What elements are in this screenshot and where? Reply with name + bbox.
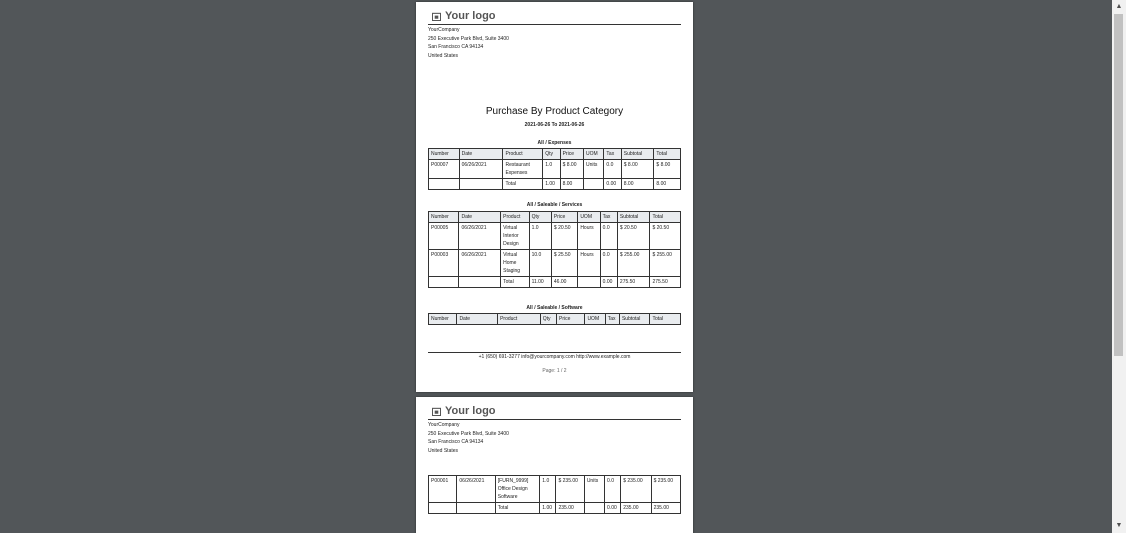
- cell-date: [459, 277, 501, 288]
- col-header: Date: [459, 212, 501, 223]
- cell-number: [429, 277, 459, 288]
- col-header: Tax: [604, 149, 621, 160]
- company-name: YourCompany: [428, 422, 460, 428]
- cell-price: 235.00: [556, 503, 584, 514]
- footer-contact: +1 (650) 691-3277 info@yourcompany.com http://www.example.com: [478, 354, 631, 360]
- cell-number: P00003: [429, 250, 459, 277]
- cell-qty: 1.0: [543, 160, 560, 179]
- header-divider: [428, 419, 681, 420]
- table-row: [429, 223, 681, 250]
- cell-uom: [584, 179, 604, 190]
- col-header: Number: [429, 314, 457, 325]
- scroll-down-arrow-icon[interactable]: ▼: [1115, 522, 1123, 529]
- cell-date: 06/26/2021: [459, 160, 503, 179]
- cell-date: [457, 503, 495, 514]
- col-header: Price: [557, 314, 585, 325]
- col-header: Tax: [605, 314, 619, 325]
- cell-product: Virtual Interior Design: [501, 223, 529, 250]
- col-header: Subtotal: [621, 149, 654, 160]
- col-header: UOM: [584, 149, 604, 160]
- table-header-row: [429, 212, 681, 223]
- cell-tax: 0.00: [605, 503, 621, 514]
- col-header: Price: [560, 149, 583, 160]
- report-page-1: [416, 2, 693, 392]
- table-header-row: [429, 149, 681, 160]
- table-total-row: [429, 503, 681, 514]
- cell-total-label: Total: [501, 277, 529, 288]
- cell-subtotal: 235.00: [621, 503, 651, 514]
- cell-uom: Hours: [578, 250, 600, 277]
- cell-qty: 1.00: [543, 179, 560, 190]
- cell-number: [429, 179, 460, 190]
- cell-subtotal: $ 255.00: [617, 250, 650, 277]
- cell-date: 06/26/2021: [459, 223, 501, 250]
- address-line-1: 250 Executive Park Blvd, Suite 3400: [428, 430, 509, 437]
- col-header: Date: [457, 314, 498, 325]
- company-name: YourCompany: [428, 27, 460, 33]
- col-header: Subtotal: [617, 212, 650, 223]
- cell-uom: Units: [584, 476, 604, 503]
- cell-number: P00007: [429, 160, 460, 179]
- cell-uom: Units: [584, 160, 604, 179]
- camera-logo-icon: [432, 12, 441, 21]
- cell-total: $ 235.00: [651, 476, 680, 503]
- company-address: [428, 26, 509, 60]
- cell-qty: 11.00: [529, 277, 551, 288]
- col-header: Qty: [543, 149, 560, 160]
- footer-divider: [428, 352, 681, 353]
- cell-subtotal: $ 20.50: [617, 223, 650, 250]
- cell-uom: Hours: [578, 223, 600, 250]
- cell-tax: 0.0: [605, 476, 621, 503]
- table-row: [429, 250, 681, 277]
- cell-total: $ 8.00: [654, 160, 681, 179]
- logo-text: Your logo: [445, 10, 496, 22]
- cell-qty: 1.00: [540, 503, 556, 514]
- page-number: Page: 1 / 2: [542, 368, 567, 374]
- cell-total-label: Total: [495, 503, 540, 514]
- col-header: Number: [429, 149, 460, 160]
- table-total-row: [429, 277, 681, 288]
- col-header: Subtotal: [619, 314, 649, 325]
- cell-tax: 0.00: [604, 179, 621, 190]
- cell-subtotal: 8.00: [621, 179, 654, 190]
- table-row: [429, 476, 681, 503]
- cell-total: 8.00: [654, 179, 681, 190]
- section-title-software: All / Saleable / Software: [526, 305, 583, 311]
- software-table-continued: [428, 475, 681, 514]
- vertical-scrollbar[interactable]: [1112, 0, 1126, 533]
- cell-tax: 0.0: [600, 223, 617, 250]
- address-country: United States: [428, 52, 459, 59]
- cell-number: P00001: [429, 476, 457, 503]
- cell-date: [459, 179, 503, 190]
- table-header-row: [429, 314, 681, 325]
- logo-text: Your logo: [445, 405, 496, 417]
- col-header: Number: [429, 212, 459, 223]
- cell-price: $ 20.50: [551, 223, 577, 250]
- address-line-2: San Francisco CA 94134: [428, 44, 484, 50]
- cell-tax: 0.0: [604, 160, 621, 179]
- col-header: Qty: [540, 314, 556, 325]
- cell-date: 06/26/2021: [459, 250, 501, 277]
- col-header: Product: [501, 212, 529, 223]
- col-header: UOM: [578, 212, 600, 223]
- cell-price: $ 8.00: [560, 160, 583, 179]
- expenses-table: [428, 148, 681, 190]
- col-header: Total: [654, 149, 681, 160]
- cell-tax: 0.0: [600, 250, 617, 277]
- cell-price: $ 235.00: [556, 476, 584, 503]
- cell-total: 235.00: [651, 503, 680, 514]
- cell-qty: 10.0: [529, 250, 551, 277]
- col-header: Total: [650, 212, 681, 223]
- cell-number: P00005: [429, 223, 459, 250]
- cell-qty: 1.0: [540, 476, 556, 503]
- cell-price: 46.00: [551, 277, 577, 288]
- cell-total: $ 255.00: [650, 250, 681, 277]
- col-header: Product: [503, 149, 543, 160]
- cell-uom: [578, 277, 600, 288]
- col-header: Product: [498, 314, 541, 325]
- col-header: Date: [459, 149, 503, 160]
- cell-product: [FURN_9999] Office Design Software: [495, 476, 540, 503]
- cell-total: 275.50: [650, 277, 681, 288]
- company-logo: [432, 405, 496, 417]
- company-address: [428, 421, 509, 455]
- col-header: UOM: [585, 314, 605, 325]
- services-table: [428, 211, 681, 288]
- cell-number: [429, 503, 457, 514]
- cell-subtotal: 275.50: [617, 277, 650, 288]
- cell-total: $ 20.50: [650, 223, 681, 250]
- cell-date: 06/26/2021: [457, 476, 495, 503]
- company-logo: [432, 10, 496, 22]
- col-header: Price: [551, 212, 577, 223]
- table-total-row: [429, 179, 681, 190]
- table-row: [429, 160, 681, 179]
- cell-product: Restaurant Expenses: [503, 160, 543, 179]
- address-line-2: San Francisco CA 94134: [428, 439, 484, 445]
- header-divider: [428, 24, 681, 25]
- camera-logo-icon: [432, 407, 441, 416]
- address-line-1: 250 Executive Park Blvd, Suite 3400: [428, 35, 509, 42]
- cell-subtotal: $ 8.00: [621, 160, 654, 179]
- report-title: Purchase By Product Category: [485, 106, 624, 117]
- report-page-2: [416, 397, 693, 533]
- cell-price: 8.00: [560, 179, 583, 190]
- col-header: Total: [650, 314, 681, 325]
- scrollbar-thumb[interactable]: [1114, 14, 1123, 356]
- cell-subtotal: $ 235.00: [621, 476, 651, 503]
- cell-total-label: Total: [503, 179, 543, 190]
- cell-tax: 0.00: [600, 277, 617, 288]
- section-title-services: All / Saleable / Services: [526, 202, 583, 208]
- col-header: Qty: [529, 212, 551, 223]
- address-country: United States: [428, 447, 459, 454]
- cell-product: Virtual Home Staging: [501, 250, 529, 277]
- cell-uom: [584, 503, 604, 514]
- report-date-range: 2021-06-26 To 2021-06-26: [524, 122, 585, 128]
- scroll-up-arrow-icon[interactable]: ▲: [1115, 3, 1123, 10]
- section-title-expenses: All / Expenses: [537, 140, 572, 146]
- col-header: Tax: [600, 212, 617, 223]
- cell-price: $ 25.50: [551, 250, 577, 277]
- cell-qty: 1.0: [529, 223, 551, 250]
- software-table: [428, 313, 681, 325]
